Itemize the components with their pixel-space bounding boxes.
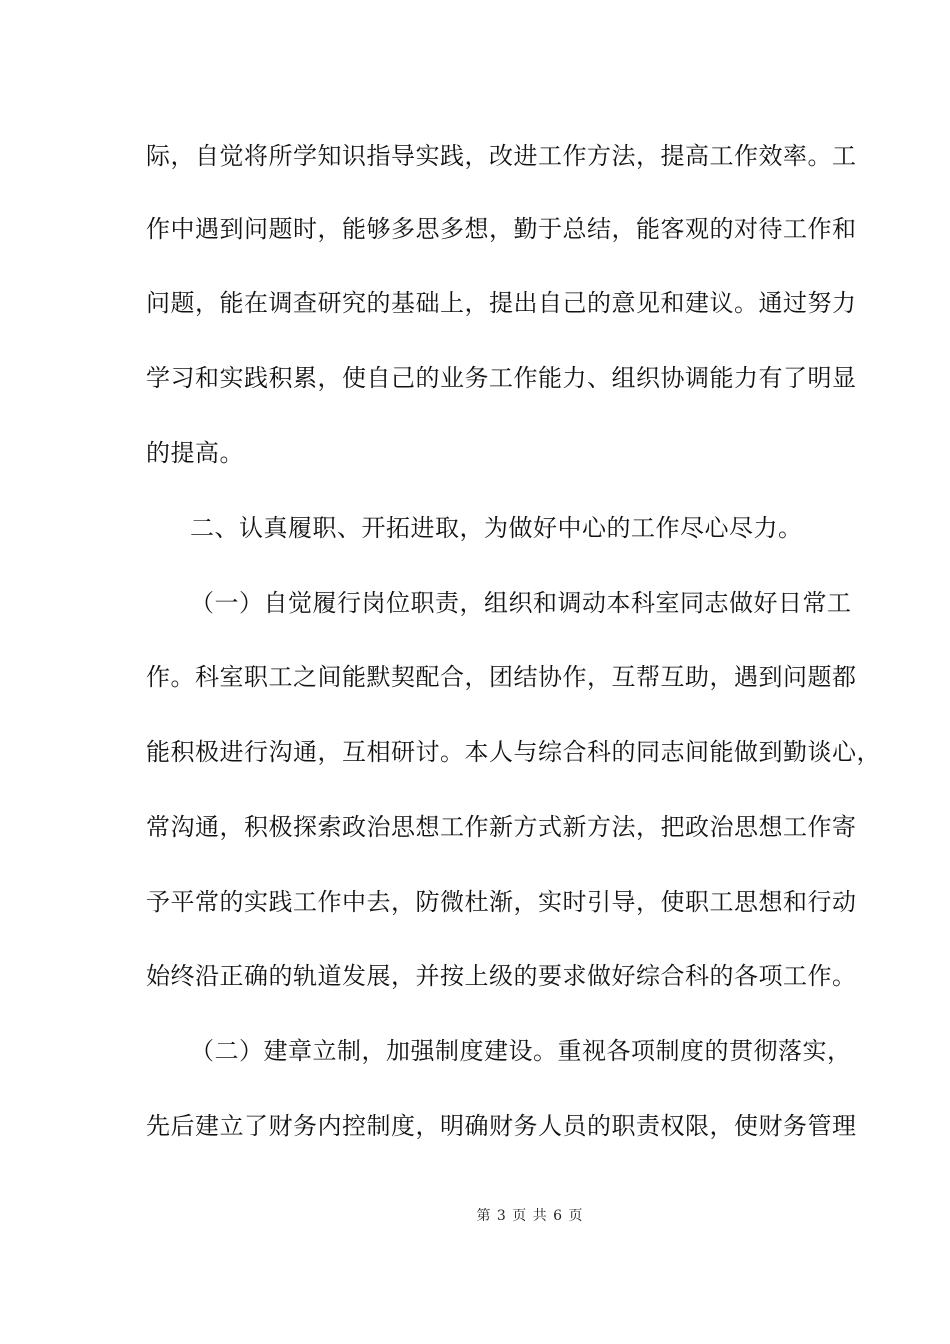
body-text-line: 能积极进行沟通，互相研讨。本人与综合科的同志间能做到勤谈心， (146, 738, 881, 766)
body-text-line: 学习和实践积累，使自己的业务工作能力、组织协调能力有了明显 (146, 364, 857, 392)
body-text-line: 问题，能在调查研究的基础上，提出自己的意见和建议。通过努力 (146, 289, 857, 317)
body-text-line: 先后建立了财务内控制度，明确财务人员的职责权限，使财务管理 (146, 1112, 857, 1140)
section-heading: 二、认真履职、开拓进取，为做好中心的工作尽心尽力。 (190, 514, 803, 542)
body-text-line: 作。科室职工之间能默契配合，团结协作，互帮互助，遇到问题都 (146, 663, 857, 691)
page-number: 第 3 页 共 6 页 (476, 1208, 584, 1224)
body-text-line: 的提高。 (146, 439, 244, 467)
body-text-line: 作中遇到问题时，能够多思多想，勤于总结，能客观的对待工作和 (146, 215, 857, 243)
body-text-line: 常沟通，积极探索政治思想工作新方式新方法，把政治思想工作寄 (146, 813, 857, 841)
body-text-line: 予平常的实践工作中去，防微杜渐，实时引导，使职工思想和行动 (146, 888, 857, 916)
subsection-heading: （二）建章立制，加强制度建设。重视各项制度的贯彻落实， (190, 1037, 852, 1065)
body-text-line: 际，自觉将所学知识指导实践，改进工作方法，提高工作效率。工 (146, 142, 857, 170)
subsection-heading: （一）自觉履行岗位职责，组织和调动本科室同志做好日常工 (190, 589, 852, 617)
page-footer (0, 1207, 950, 1225)
body-text-line: 始终沿正确的轨道发展，并按上级的要求做好综合科的各项工作。 (146, 962, 857, 990)
